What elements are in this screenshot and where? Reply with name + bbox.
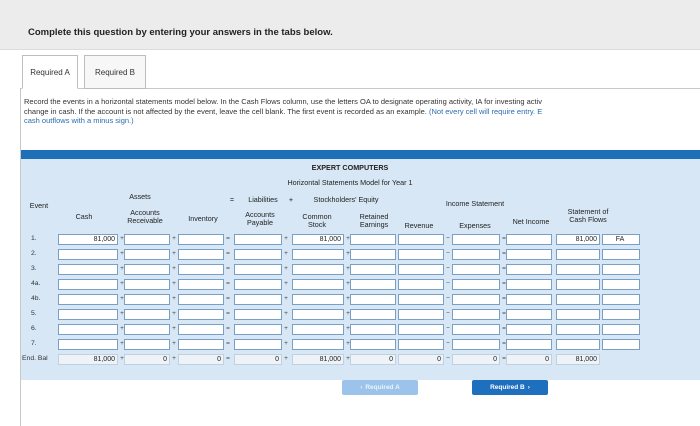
plus-operator: + xyxy=(172,340,176,347)
equals-operator: = xyxy=(502,235,506,242)
minus-operator: − xyxy=(446,235,450,242)
input-net-income[interactable] xyxy=(506,264,552,275)
instructions-line-3: cash outflows with a minus sign.) xyxy=(24,116,134,125)
total-accounts-payable: 0 xyxy=(234,354,282,365)
plus-operator: + xyxy=(284,295,288,302)
equals-operator: = xyxy=(226,310,230,317)
input-accounts-payable[interactable] xyxy=(234,264,282,275)
input-cash-flow[interactable] xyxy=(556,264,600,275)
input-common-stock[interactable] xyxy=(292,279,344,290)
input-accounts-receivable[interactable] xyxy=(124,249,170,260)
plus-operator: + xyxy=(284,265,288,272)
header-accounts-receivable: Accounts Receivable xyxy=(127,208,163,225)
input-cash[interactable] xyxy=(58,249,118,260)
tab-required-a[interactable]: Required A xyxy=(22,55,78,89)
header-cash: Cash xyxy=(75,212,93,221)
total-expenses: 0 xyxy=(452,354,500,365)
plus-operator: + xyxy=(120,235,124,242)
equals-operator: = xyxy=(226,235,230,242)
header-plus: + xyxy=(288,195,294,204)
input-inventory[interactable] xyxy=(178,294,224,305)
input-revenue[interactable] xyxy=(398,339,444,350)
plus-operator: + xyxy=(120,280,124,287)
minus-operator: − xyxy=(446,325,450,332)
total-retained-earnings: 0 xyxy=(350,354,396,365)
input-expenses[interactable] xyxy=(452,249,500,260)
input-retained-earnings[interactable] xyxy=(350,264,396,275)
plus-operator: + xyxy=(346,295,350,302)
prev-required-button[interactable]: ‹ Required A xyxy=(342,380,418,395)
minus-operator: − xyxy=(446,295,450,302)
event-label: 3. xyxy=(31,265,37,272)
header-liabilities: Liabilities xyxy=(248,195,278,204)
input-cash-flow[interactable] xyxy=(556,309,600,320)
equals-operator: = xyxy=(502,355,506,362)
input-accounts-payable[interactable] xyxy=(234,294,282,305)
input-revenue[interactable] xyxy=(398,264,444,275)
input-accounts-payable[interactable] xyxy=(234,324,282,335)
input-revenue[interactable] xyxy=(398,324,444,335)
plus-operator: + xyxy=(284,310,288,317)
input-accounts-receivable[interactable] xyxy=(124,309,170,320)
input-accounts-receivable[interactable] xyxy=(124,324,170,335)
header-stockholders-equity: Stockholders' Equity xyxy=(313,195,379,204)
input-common-stock[interactable]: 81,000 xyxy=(292,234,344,245)
header-retained-earnings: Retained Earnings xyxy=(359,212,389,229)
plus-operator: + xyxy=(284,235,288,242)
input-expenses[interactable] xyxy=(452,279,500,290)
plus-operator: + xyxy=(172,355,176,362)
model-subtitle: Horizontal Statements Model for Year 1 xyxy=(287,178,413,187)
input-cash[interactable] xyxy=(58,324,118,335)
next-required-button[interactable]: Required B › xyxy=(472,380,548,395)
input-cash-flow[interactable] xyxy=(556,279,600,290)
header-cash-flows: Statement of Cash Flows xyxy=(567,207,609,224)
input-retained-earnings[interactable] xyxy=(350,279,396,290)
plus-operator: + xyxy=(284,355,288,362)
total-net-income: 0 xyxy=(506,354,552,365)
input-accounts-receivable[interactable] xyxy=(124,234,170,245)
header-common-stock: Common Stock xyxy=(302,212,332,229)
event-label: 2. xyxy=(31,250,37,257)
input-expenses[interactable] xyxy=(452,234,500,245)
plus-operator: + xyxy=(346,250,350,257)
input-accounts-receivable[interactable] xyxy=(124,294,170,305)
event-label: 6. xyxy=(31,325,37,332)
equals-operator: = xyxy=(502,340,506,347)
input-net-income[interactable] xyxy=(506,309,552,320)
input-cash[interactable] xyxy=(58,279,118,290)
plus-operator: + xyxy=(120,250,124,257)
plus-operator: + xyxy=(120,355,124,362)
equals-operator: = xyxy=(226,295,230,302)
input-accounts-payable[interactable] xyxy=(234,249,282,260)
input-retained-earnings[interactable] xyxy=(350,324,396,335)
input-revenue[interactable] xyxy=(398,249,444,260)
input-common-stock[interactable] xyxy=(292,339,344,350)
input-net-income[interactable] xyxy=(506,294,552,305)
input-cash[interactable] xyxy=(58,309,118,320)
total-cash: 81,000 xyxy=(58,354,118,365)
input-cash[interactable] xyxy=(58,339,118,350)
chevron-left-icon: ‹ xyxy=(360,384,363,391)
input-retained-earnings[interactable] xyxy=(350,309,396,320)
plus-operator: + xyxy=(346,280,350,287)
equals-operator: = xyxy=(226,355,230,362)
plus-operator: + xyxy=(172,310,176,317)
plus-operator: + xyxy=(346,355,350,362)
equals-operator: = xyxy=(226,325,230,332)
input-expenses[interactable] xyxy=(452,309,500,320)
plus-operator: + xyxy=(284,250,288,257)
plus-operator: + xyxy=(172,265,176,272)
plus-operator: + xyxy=(284,325,288,332)
plus-operator: + xyxy=(120,340,124,347)
input-accounts-receivable[interactable] xyxy=(124,264,170,275)
plus-operator: + xyxy=(120,265,124,272)
plus-operator: + xyxy=(346,325,350,332)
chevron-right-icon: › xyxy=(527,384,530,391)
input-accounts-payable[interactable] xyxy=(234,234,282,245)
input-cash-flow-type[interactable] xyxy=(602,309,640,320)
event-label: 7. xyxy=(31,340,37,347)
input-cash-flow[interactable] xyxy=(556,249,600,260)
input-inventory[interactable] xyxy=(178,324,224,335)
plus-operator: + xyxy=(120,295,124,302)
equals-operator: = xyxy=(226,250,230,257)
total-accounts-receivable: 0 xyxy=(124,354,170,365)
header-net-income: Net Income xyxy=(512,217,550,226)
input-inventory[interactable] xyxy=(178,234,224,245)
table-header-bar xyxy=(21,150,700,159)
plus-operator: + xyxy=(172,295,176,302)
input-cash-flow-type[interactable]: FA xyxy=(602,234,640,245)
input-cash-flow-type[interactable] xyxy=(602,294,640,305)
input-expenses[interactable] xyxy=(452,294,500,305)
input-expenses[interactable] xyxy=(452,324,500,335)
input-accounts-receivable[interactable] xyxy=(124,279,170,290)
event-label: 1. xyxy=(31,235,37,242)
equals-operator: = xyxy=(226,265,230,272)
input-inventory[interactable] xyxy=(178,279,224,290)
input-cash-flow[interactable]: 81,000 xyxy=(556,234,600,245)
input-cash[interactable]: 81,000 xyxy=(58,234,118,245)
equals-operator: = xyxy=(502,280,506,287)
input-inventory[interactable] xyxy=(178,339,224,350)
input-cash-flow[interactable] xyxy=(556,294,600,305)
input-retained-earnings[interactable] xyxy=(350,249,396,260)
plus-operator: + xyxy=(120,310,124,317)
header-accounts-payable: Accounts Payable xyxy=(245,210,275,227)
input-net-income[interactable] xyxy=(506,279,552,290)
input-revenue[interactable] xyxy=(398,294,444,305)
plus-operator: + xyxy=(346,265,350,272)
input-net-income[interactable] xyxy=(506,324,552,335)
tab-required-b[interactable]: Required B xyxy=(84,55,146,89)
equals-operator: = xyxy=(502,295,506,302)
plus-operator: + xyxy=(284,340,288,347)
input-retained-earnings[interactable] xyxy=(350,234,396,245)
minus-operator: − xyxy=(446,280,450,287)
total-revenue: 0 xyxy=(398,354,444,365)
plus-operator: + xyxy=(172,250,176,257)
plus-operator: + xyxy=(172,325,176,332)
equals-operator: = xyxy=(502,250,506,257)
event-label: 4a. xyxy=(31,280,41,287)
input-expenses[interactable] xyxy=(452,264,500,275)
event-label: End. Bal xyxy=(22,355,48,362)
input-revenue[interactable] xyxy=(398,279,444,290)
input-accounts-payable[interactable] xyxy=(234,279,282,290)
event-label: 5. xyxy=(31,310,37,317)
plus-operator: + xyxy=(346,235,350,242)
header-expenses: Expenses xyxy=(459,221,491,230)
input-revenue[interactable] xyxy=(398,309,444,320)
total-common-stock: 81,000 xyxy=(292,354,344,365)
total-inventory: 0 xyxy=(178,354,224,365)
input-net-income[interactable] xyxy=(506,249,552,260)
plus-operator: + xyxy=(346,340,350,347)
header-equals: = xyxy=(229,195,235,204)
plus-operator: + xyxy=(346,310,350,317)
input-cash-flow-type[interactable] xyxy=(602,249,640,260)
question-prompt: Complete this question by entering your answers in the tabs below. xyxy=(28,27,333,38)
plus-operator: + xyxy=(284,280,288,287)
input-common-stock[interactable] xyxy=(292,309,344,320)
header-event: Event xyxy=(29,201,49,210)
input-common-stock[interactable] xyxy=(292,264,344,275)
input-common-stock[interactable] xyxy=(292,324,344,335)
equals-operator: = xyxy=(502,325,506,332)
input-accounts-receivable[interactable] xyxy=(124,339,170,350)
input-cash-flow-type[interactable] xyxy=(602,324,640,335)
input-revenue[interactable] xyxy=(398,234,444,245)
minus-operator: − xyxy=(446,355,450,362)
input-expenses[interactable] xyxy=(452,339,500,350)
equals-operator: = xyxy=(502,265,506,272)
equals-operator: = xyxy=(502,310,506,317)
input-net-income[interactable] xyxy=(506,339,552,350)
input-cash-flow-type[interactable] xyxy=(602,339,640,350)
input-cash-flow[interactable] xyxy=(556,339,600,350)
minus-operator: − xyxy=(446,310,450,317)
instructions-line-1: Record the events in a horizontal statements model below. In the Cash Flows column, use the letters OA to designate operating activity, IA for investing activ xyxy=(24,97,543,106)
instructions-line-2: change in cash. If the account is not affected by the event, leave the cell blank. The first event is recorded as an example. (Not every cell will require entry. E xyxy=(24,106,543,116)
minus-operator: − xyxy=(446,340,450,347)
header-revenue: Revenue xyxy=(404,221,434,230)
minus-operator: − xyxy=(446,250,450,257)
plus-operator: + xyxy=(120,325,124,332)
question-banner xyxy=(0,0,700,50)
input-inventory[interactable] xyxy=(178,249,224,260)
input-net-income[interactable] xyxy=(506,234,552,245)
instructions xyxy=(24,97,700,126)
input-cash[interactable] xyxy=(58,294,118,305)
input-accounts-payable[interactable] xyxy=(234,339,282,350)
input-retained-earnings[interactable] xyxy=(350,339,396,350)
input-common-stock[interactable] xyxy=(292,249,344,260)
equals-operator: = xyxy=(226,280,230,287)
input-inventory[interactable] xyxy=(178,264,224,275)
input-inventory[interactable] xyxy=(178,309,224,320)
input-accounts-payable[interactable] xyxy=(234,309,282,320)
equals-operator: = xyxy=(226,340,230,347)
minus-operator: − xyxy=(446,265,450,272)
input-cash-flow-type[interactable] xyxy=(602,264,640,275)
input-cash-flow[interactable] xyxy=(556,324,600,335)
input-common-stock[interactable] xyxy=(292,294,344,305)
header-income-statement: Income Statement xyxy=(445,199,505,208)
input-cash[interactable] xyxy=(58,264,118,275)
input-retained-earnings[interactable] xyxy=(350,294,396,305)
event-label: 4b. xyxy=(31,295,41,302)
plus-operator: + xyxy=(172,235,176,242)
total-cash-flow: 81,000 xyxy=(556,354,600,365)
header-inventory: Inventory xyxy=(188,214,218,223)
company-name: EXPERT COMPUTERS xyxy=(311,163,389,172)
header-assets: Assets xyxy=(129,192,151,201)
plus-operator: + xyxy=(172,280,176,287)
input-cash-flow-type[interactable] xyxy=(602,279,640,290)
